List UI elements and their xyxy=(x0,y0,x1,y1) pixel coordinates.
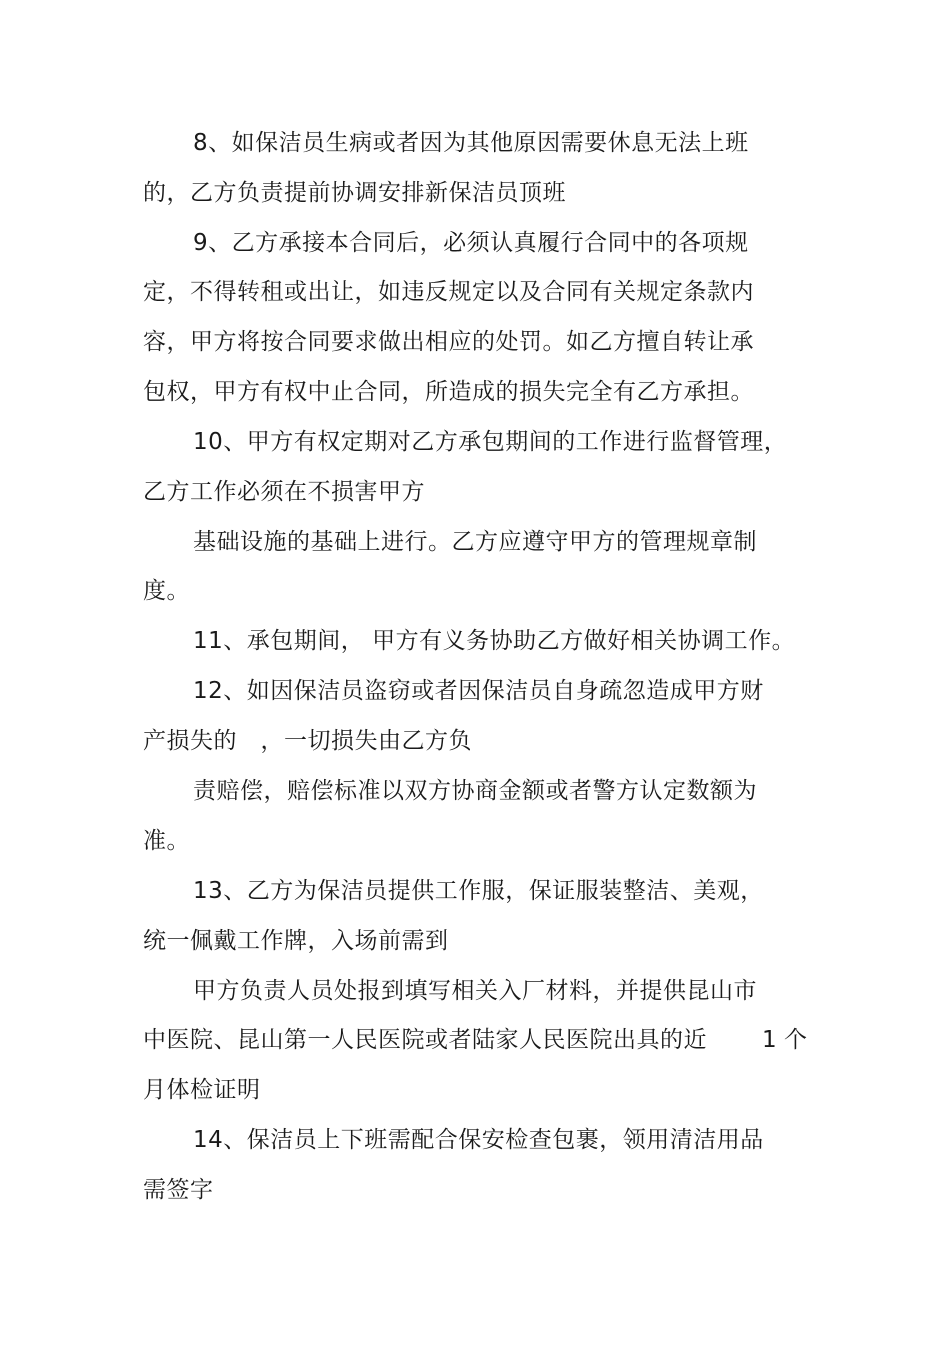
text-line: 度。 xyxy=(143,578,190,604)
text-line: 容，甲方将按合同要求做出相应的处罚。如乙方擅自转让承 xyxy=(143,329,754,355)
text-line: 需签字 xyxy=(143,1177,214,1203)
text-line: 月体检证明 xyxy=(143,1077,261,1103)
text-line-tail: 1 个 xyxy=(762,1027,807,1053)
text-line: 8、如保洁员生病或者因为其他原因需要休息无法上班 xyxy=(193,130,749,156)
text-line: 准。 xyxy=(143,828,190,854)
text-line: 包权，甲方有权中止合同，所造成的损失完全有乙方承担。 xyxy=(143,379,754,405)
text-line: 13、乙方为保洁员提供工作服，保证服装整洁、美观， xyxy=(193,878,764,904)
text-line: 甲方负责人员处报到填写相关入厂材料，并提供昆山市 xyxy=(193,978,757,1004)
text-line: 统一佩戴工作牌，入场前需到 xyxy=(143,928,449,954)
text-line: 10、甲方有权定期对乙方承包期间的工作进行监督管理， xyxy=(193,429,788,455)
text-line: 基础设施的基础上进行。乙方应遵守甲方的管理规章制 xyxy=(193,529,757,555)
text-line: 中医院、昆山第一人民医院或者陆家人民医院出具的近 xyxy=(143,1027,707,1053)
text-line: 14、保洁员上下班需配合保安检查包裹，领用清洁用品 xyxy=(193,1127,764,1153)
text-line: 12、如因保洁员盗窃或者因保洁员自身疏忽造成甲方财 xyxy=(193,678,764,704)
text-line: 定，不得转租或出让，如违反规定以及合同有关规定条款内 xyxy=(143,279,754,305)
text-line: 产损失的 ，一切损失由乙方负 xyxy=(143,728,472,754)
text-line: 9、乙方承接本合同后，必须认真履行合同中的各项规 xyxy=(193,230,749,256)
text-line: 乙方工作必须在不损害甲方 xyxy=(143,479,425,505)
text-line: 的，乙方负责提前协调安排新保洁员顶班 xyxy=(143,180,566,206)
text-line: 11、承包期间， 甲方有义务协助乙方做好相关协调工作。 xyxy=(193,628,796,654)
text-line: 责赔偿，赔偿标准以双方协商金额或者警方认定数额为 xyxy=(193,778,757,804)
